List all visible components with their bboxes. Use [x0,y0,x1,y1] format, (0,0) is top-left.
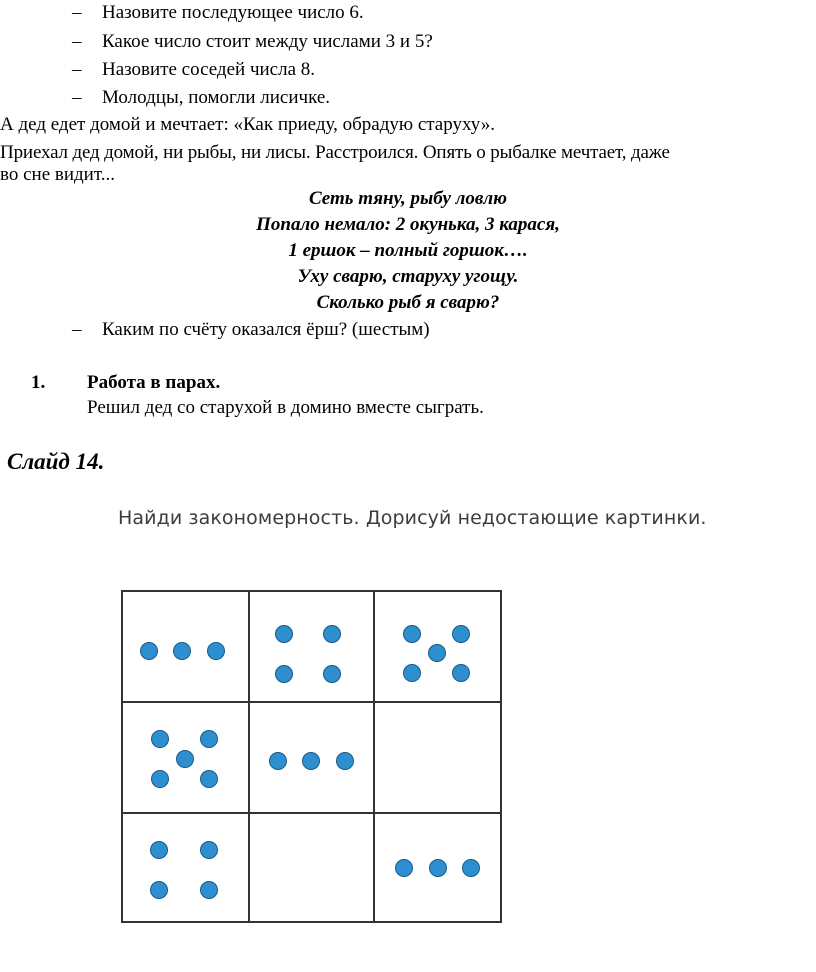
dot [462,859,480,877]
question-item [72,2,364,24]
dot [403,664,421,682]
dot [403,625,421,643]
dot [452,625,470,643]
item-title: Работа в парах. [87,372,221,393]
dot [200,730,218,748]
dot [429,859,447,877]
dot [207,642,225,660]
dot [275,665,293,683]
question-text: Молодцы, помогли лисичке. [102,87,331,108]
poem-line: Уху сварю, старуху угощу. [297,266,519,287]
poem-line: Сеть тяну, рыбу ловлю [309,188,507,209]
question-item [72,319,430,341]
story-paragraph: Приехал дед домой, ни рыбы, ни лисы. Расстроился. Опять о рыбалке мечтает, даже [0,142,670,163]
dot [173,642,191,660]
dot [302,752,320,770]
item-text: Решил дед со старухой в домино вместе сыграть. [87,397,484,418]
dot [323,665,341,683]
dot [275,625,293,643]
grid-cell-5-dice [121,701,250,814]
dot [151,770,169,788]
dot [428,644,446,662]
dot [452,664,470,682]
question-item [72,87,330,109]
question-text: Назовите соседей числа 8. [102,59,316,80]
dot [200,841,218,859]
story-paragraph: во сне видит... [0,164,115,185]
question-text: Какое число стоит между числами 3 и 5? [102,31,433,52]
dash-marker: – [72,319,82,340]
grid-cell-5-dice [373,590,502,703]
grid-cell-empty[interactable] [373,701,502,814]
question-text: Каким по счёту оказался ёрш? (шестым) [102,319,430,340]
question-item [72,59,315,81]
dot [395,859,413,877]
dash-marker: – [72,31,82,52]
grid-cell-4-square [248,590,375,703]
numbered-heading [31,372,220,394]
grid-cell-3-in-row [373,812,502,923]
poem-line: Попало немало: 2 окунька, 3 карася, [256,214,560,235]
poem-line: Сколько рыб я сварю? [316,292,500,313]
task-instruction: Найди закономерность. Дорисуй недостающие картинки. [118,507,707,529]
grid-cell-4-square [121,812,250,923]
slide-label: Слайд 14. [7,449,105,474]
item-number: 1. [31,372,46,393]
grid-cell-3-in-row [248,701,375,814]
dash-marker: – [72,87,82,108]
dot [151,730,169,748]
story-paragraph: А дед едет домой и мечтает: «Как приеду, обрадую старуху». [0,114,495,135]
question-item [72,31,433,53]
dot [150,841,168,859]
dash-marker: – [72,59,82,80]
grid-cell-empty[interactable] [248,812,375,923]
dot [200,881,218,899]
question-text: Назовите последующее число 6. [102,2,364,23]
dot [140,642,158,660]
dot [200,770,218,788]
dot [336,752,354,770]
pattern-grid [121,590,502,923]
grid-cell-3-in-row [121,590,250,703]
dot [269,752,287,770]
dot [150,881,168,899]
dash-marker: – [72,2,82,23]
dot [176,750,194,768]
poem-line: 1 ершок – полный горшок…. [288,240,528,261]
dot [323,625,341,643]
